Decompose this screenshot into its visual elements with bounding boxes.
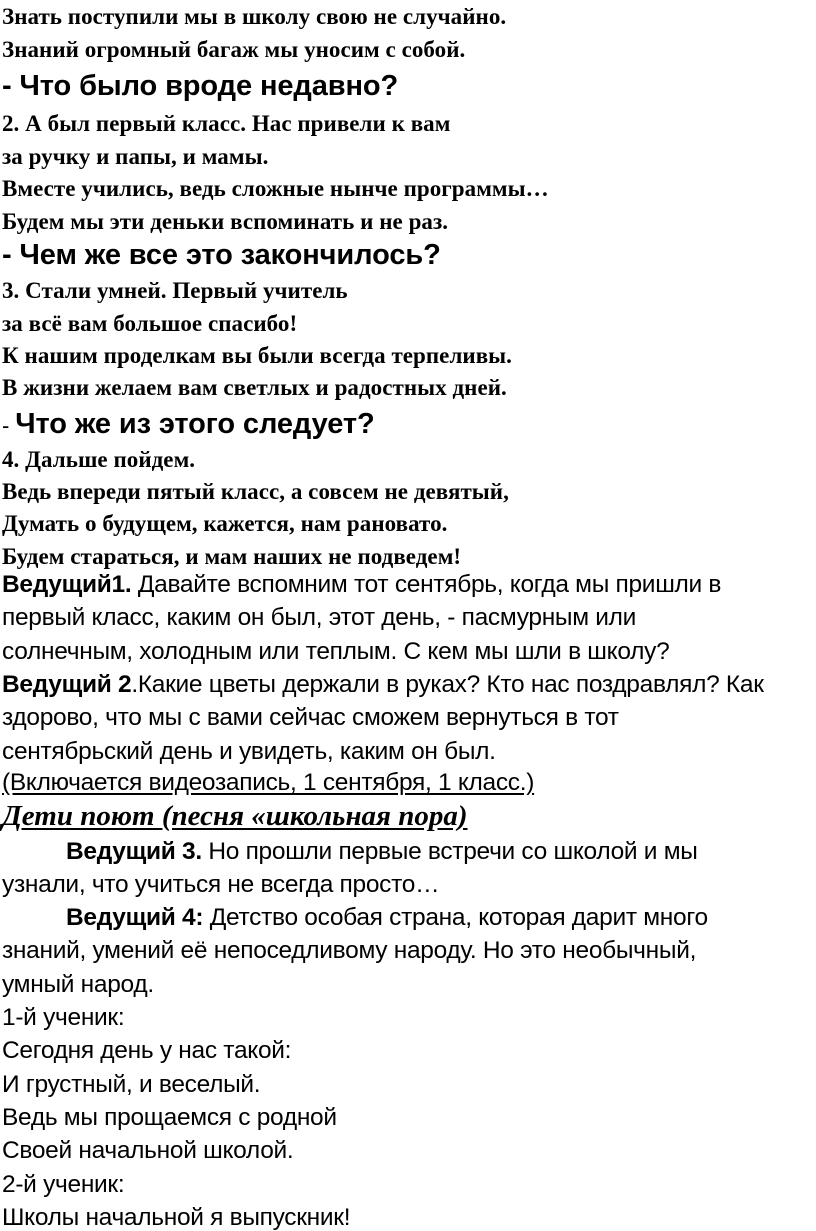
verse2-line3: Вместе учились, ведь сложные нынче программы… (2, 176, 549, 201)
host1-line1 (2, 573, 721, 598)
host1-line3: солнечным, холодным или теплым. С кем мы шли в школу? (2, 638, 670, 665)
question-1 (2, 72, 398, 101)
question-3-dash: - (2, 413, 16, 438)
host4-label: Ведущий 4: (66, 904, 204, 931)
question-1-dash: - (2, 70, 20, 102)
host2-line3: сентябрьский день и увидеть, каким он был. (2, 738, 496, 765)
question-2-dash: - (2, 239, 20, 271)
question-2 (2, 241, 441, 270)
pupil1-line3: Ведь мы прощаемся с родной (2, 1104, 337, 1131)
question-1-text: Что было вроде недавно? (19, 70, 399, 102)
question-3 (2, 410, 375, 439)
host1-label: Ведущий1. (2, 571, 132, 598)
host1-line2: первый класс, каким он был, этот день, - пасмурным или (2, 604, 637, 631)
verse3-line2: за всё вам большое спасибо! (2, 311, 298, 336)
verse2-line4: Будем мы эти деньки вспоминать и не раз. (2, 209, 449, 234)
host3-line1 (66, 840, 698, 865)
verse4-line4: Будем стараться, и мам наших не подведем! (2, 544, 462, 569)
host4-line1 (66, 906, 708, 931)
question-2-text: Чем же все это закончилось? (19, 239, 441, 271)
host2-text-1: .Какие цветы держали в руках? Кто нас поздравлял? Как (131, 671, 764, 698)
pupil1-line4: Своей начальной школой. (2, 1137, 294, 1164)
host1-text-1: Давайте вспомним тот сентябрь, когда мы пришли в (131, 571, 722, 598)
host2-line1 (2, 673, 764, 698)
pupil2-label: 2-й ученик: (2, 1171, 125, 1198)
host3-label: Ведущий 3. (66, 838, 202, 865)
song-heading: Дети поют (песня «школьная пора) (2, 800, 468, 832)
question-3-text: Что же из этого следует? (15, 408, 375, 440)
pupil2-line1: Школы начальной я выпускник! (2, 1204, 351, 1231)
verse4-line2: Ведь впереди пятый класс, а совсем не девятый, (2, 479, 509, 504)
pupil1-line2: И грустный, и веселый. (2, 1071, 261, 1098)
verse2-line1: 2. А был первый класс. Нас привели к вам (2, 111, 451, 136)
verse1-line1: Знать поступили мы в школу свою не случайно. (2, 4, 507, 29)
host2-line2: здорово, что мы с вами сейчас сможем вернуться в тот (2, 704, 619, 731)
host3-text-1: Но прошли первые встречи со школой и мы (201, 838, 698, 865)
pupil1-line1: Сегодня день у нас такой: (2, 1037, 292, 1064)
video-note: (Включается видеозапись, 1 сентября, 1 класс.) (2, 769, 535, 796)
host4-line2: знаний, умений её непоседливому народу. Но это необычный, (2, 937, 697, 964)
verse2-line2: за ручку и папы, и мамы. (2, 144, 269, 169)
host2-label: Ведущий 2 (2, 671, 132, 698)
pupil1-label: 1-й ученик: (2, 1004, 125, 1031)
verse4-line3: Думать о будущем, кажется, нам рановато. (2, 511, 448, 536)
verse4-line1: 4. Дальше пойдем. (2, 447, 196, 472)
host4-text-1: Детство особая страна, которая дарит много (203, 904, 708, 931)
host4-line3: умный народ. (2, 971, 154, 998)
verse1-line2: Знаний огромный багаж мы уносим с собой. (2, 37, 466, 62)
verse3-line4: В жизни желаем вам светлых и радостных дней. (2, 375, 507, 400)
host3-line2: узнали, что учиться не всегда просто… (2, 871, 440, 898)
verse3-line3: К нашим проделкам вы были всегда терпеливы. (2, 343, 512, 368)
verse3-line1: 3. Стали умней. Первый учитель (2, 278, 348, 303)
